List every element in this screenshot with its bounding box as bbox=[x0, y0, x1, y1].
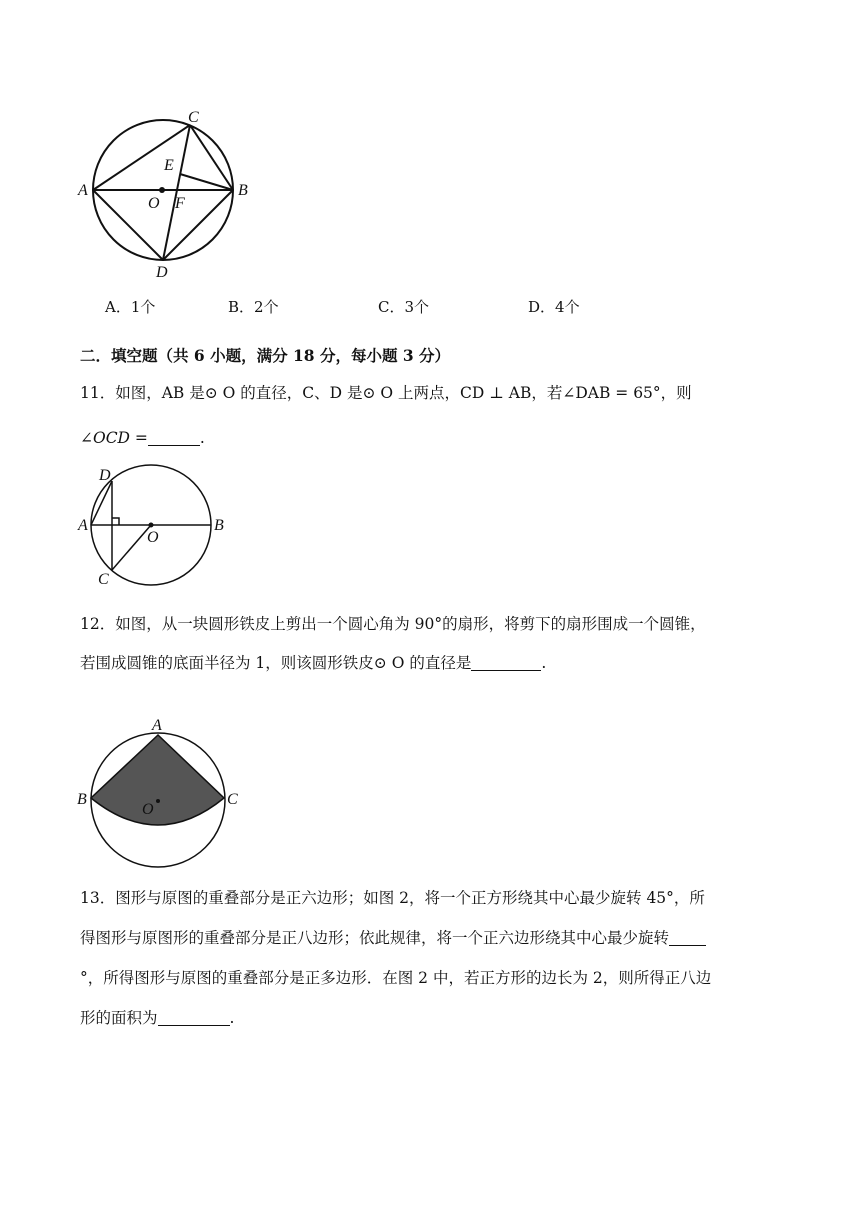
q13-period: . bbox=[229, 1009, 235, 1027]
q10-chord-cd bbox=[163, 125, 190, 260]
q11-angle-ocd: ∠OCD = bbox=[80, 429, 148, 447]
q11-label-b: B bbox=[214, 517, 224, 534]
q11-center-dot bbox=[149, 523, 154, 528]
q11-label-c: C bbox=[98, 571, 109, 588]
q13-line2 bbox=[80, 927, 706, 949]
q10-diagram bbox=[70, 100, 270, 290]
q11-label-o: O bbox=[147, 529, 159, 546]
q13-line1: 13．图形与原图的重叠部分是正六边形；如图 2，将一个正方形绕其中心最少旋转 45°，所 bbox=[80, 889, 705, 907]
q13-area-blank[interactable] bbox=[158, 1009, 230, 1026]
q10-label-a: A bbox=[78, 182, 88, 199]
q10-label-f: F bbox=[175, 195, 185, 212]
q10-label-c: C bbox=[188, 109, 199, 126]
q12-center-dot bbox=[156, 799, 160, 803]
q10-option-d: D．4个 bbox=[528, 298, 580, 316]
q12-figure bbox=[74, 712, 254, 872]
q11-segment-oc bbox=[112, 525, 151, 570]
q10-chord-cb bbox=[190, 125, 233, 190]
q12-label-o: O bbox=[142, 801, 154, 818]
q12-period: . bbox=[541, 654, 547, 672]
q10-option-b: B．2个 bbox=[228, 298, 279, 316]
q13-line4-text: 形的面积为 bbox=[80, 1009, 158, 1027]
q12-label-b: B bbox=[77, 791, 87, 808]
q11-label-a: A bbox=[78, 517, 88, 534]
q11-label-d: D bbox=[99, 467, 111, 484]
q12-answer-blank[interactable] bbox=[471, 654, 541, 671]
q12-sector bbox=[91, 735, 224, 825]
q10-option-a: A．1个 bbox=[105, 298, 156, 316]
q13-angle-blank[interactable] bbox=[669, 929, 706, 946]
q13-line4 bbox=[80, 1007, 234, 1029]
q10-option-c: C．3个 bbox=[378, 298, 430, 316]
q13-line3: °，所得图形与原图的重叠部分是正多边形．在图 2 中，若正方形的边长为 2，则所得正八边 bbox=[80, 969, 712, 987]
q12-line2 bbox=[80, 652, 546, 674]
section2-heading: 二．填空题（共 6 小题，满分 18 分，每小题 3 分） bbox=[80, 346, 451, 365]
q11-figure bbox=[74, 462, 234, 592]
q10-label-e: E bbox=[164, 157, 174, 174]
q11-diagram bbox=[74, 462, 234, 592]
q12-label-c: C bbox=[227, 791, 238, 808]
q11-line2 bbox=[80, 427, 205, 449]
q10-center-dot bbox=[159, 187, 165, 193]
q11-line1: 11．如图，AB 是⊙ O 的直径，C、D 是⊙ O 上两点，CD ⊥ AB，若∠DAB = 65°，则 bbox=[80, 384, 692, 402]
q13-line2-text: 得图形与原图形的重叠部分是正八边形；依此规律，将一个正六边形绕其中心最少旋转 bbox=[80, 929, 670, 947]
q10-chord-ac bbox=[93, 125, 190, 190]
q10-figure bbox=[70, 100, 270, 290]
q10-options bbox=[0, 296, 860, 318]
q10-label-b: B bbox=[238, 182, 248, 199]
q11-chord-ad bbox=[91, 481, 112, 525]
q12-label-a: A bbox=[152, 717, 162, 734]
q12-line1: 12．如图，从一块圆形铁皮上剪出一个圆心角为 90°的扇形，将剪下的扇形围成一个圆锥， bbox=[80, 615, 706, 633]
q12-diagram bbox=[74, 712, 254, 872]
q12-line2-text: 若围成圆锥的底面半径为 1，则该圆形铁皮⊙ O 的直径是 bbox=[80, 654, 472, 672]
q11-period: . bbox=[199, 429, 205, 447]
q11-answer-blank[interactable] bbox=[148, 429, 200, 446]
q10-label-d: D bbox=[156, 264, 168, 281]
q10-label-o: O bbox=[148, 195, 160, 212]
q11-right-angle-mark bbox=[112, 518, 119, 525]
